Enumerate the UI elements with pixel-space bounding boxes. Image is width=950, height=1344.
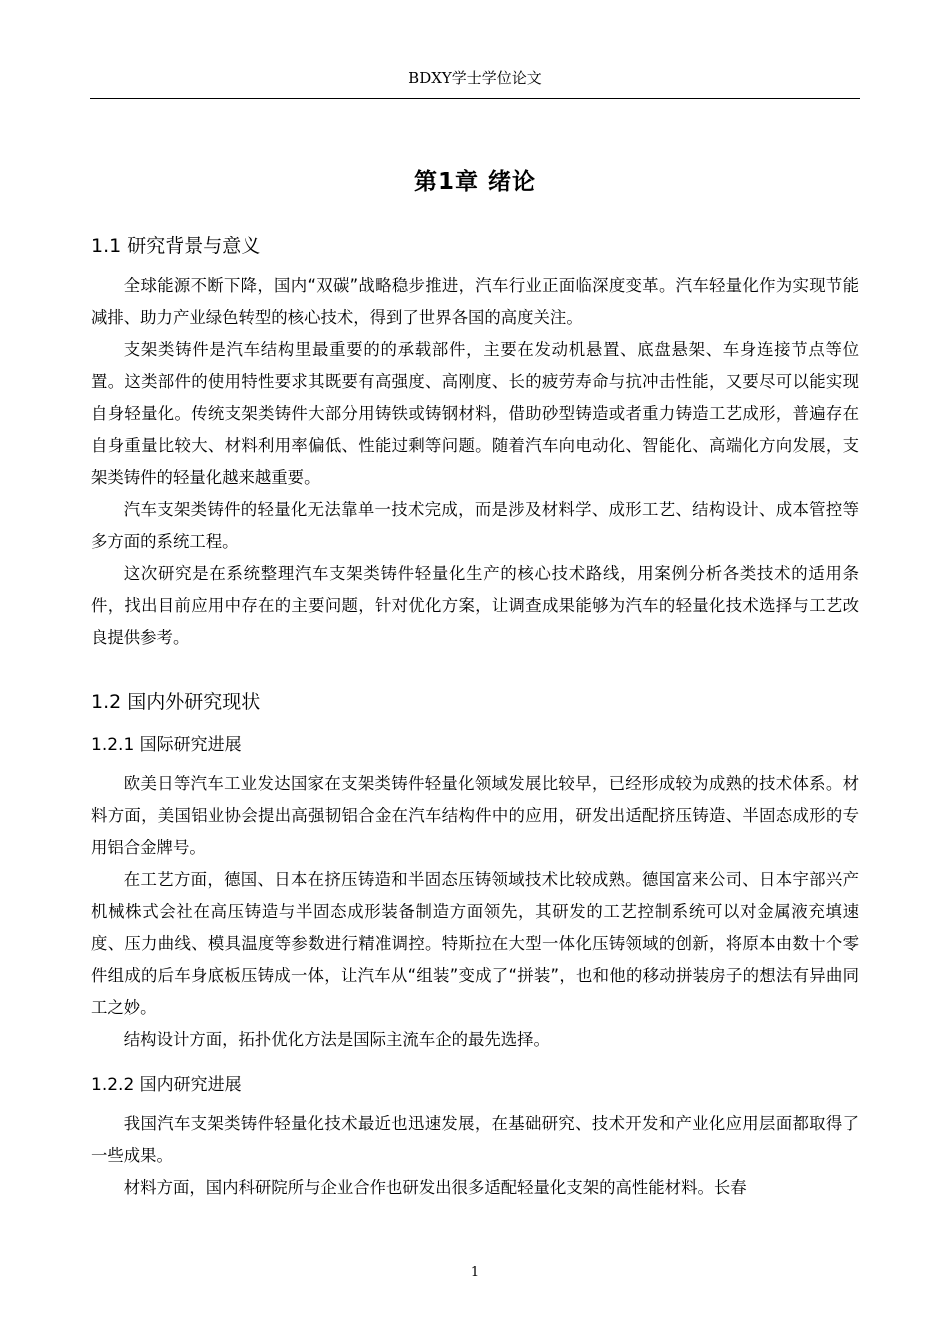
- subsection-heading-1-2-2: 1.2.2 国内研究进展: [91, 1075, 242, 1095]
- paragraph: 支架类铸件是汽车结构里最重要的的承载部件，主要在发动机悬置、底盘悬架、车身连接节点等位置。这类部件的使用特性要求其既要有高强度、高刚度、长的疲劳寿命与抗冲击性能，又要尽可以能实现自身轻量化。传统支架类铸件大部分用铸铁或铸钢材料，借助砂型铸造或者重力铸造工艺成形，普遍存在自身重量比较大、材料利用率偏低、性能过剩等问题。随着汽车向电动化、智能化、高端化方向发展，支架类铸件的轻量化越来越重要。: [91, 340, 859, 487]
- page-number: 1: [470, 1265, 480, 1280]
- paragraph: 材料方面，国内科研院所与企业合作也研发出很多适配轻量化支架的高性能材料。长春: [123, 1178, 747, 1197]
- running-header: BDXY学士学位论文: [408, 69, 542, 87]
- paragraph: 我国汽车支架类铸件轻量化技术最近也迅速发展，在基础研究、技术开发和产业化应用层面都取得了一些成果。: [91, 1114, 859, 1165]
- paragraph: 全球能源不断下降，国内“双碳”战略稳步推进，汽车行业正面临深度变革。汽车轻量化作为实现节能减排、助力产业绿色转型的核心技术，得到了世界各国的高度关注。: [91, 276, 859, 327]
- paragraph: 汽车支架类铸件的轻量化无法靠单一技术完成，而是涉及材料学、成形工艺、结构设计、成本管控等多方面的系统工程。: [91, 500, 859, 551]
- chapter-title: 第1章 绪论: [413, 169, 536, 195]
- paragraph: 欧美日等汽车工业发达国家在支架类铸件轻量化领域发展比较早，已经形成较为成熟的技术体系。材料方面，美国铝业协会提出高强韧铝合金在汽车结构件中的应用，研发出适配挤压铸造、半固态成形的专用铝合金牌号。: [91, 774, 859, 857]
- page-content: [91, 166, 859, 1204]
- paragraph: 这次研究是在系统整理汽车支架类铸件轻量化生产的核心技术路线，用案例分析各类技术的适用条件，找出目前应用中存在的主要问题，针对优化方案，让调查成果能够为汽车的轻量化技术选择与工艺改良提供参考。: [91, 564, 859, 647]
- section-heading-1-1: 1.1 研究背景与意义: [91, 235, 261, 257]
- section-heading-1-2: 1.2 国内外研究现状: [91, 691, 261, 713]
- subsection-heading-1-2-1: 1.2.1 国际研究进展: [91, 735, 242, 755]
- paragraph: 结构设计方面，拓扑优化方法是国际主流车企的最先选择。: [123, 1030, 550, 1049]
- paragraph: 在工艺方面，德国、日本在挤压铸造和半固态压铸领域技术比较成熟。德国富来公司、日本宇部兴产机械株式会社在高压铸造与半固态成形装备制造方面领先，其研发的工艺控制系统可以对金属液充填速度、压力曲线、模具温度等参数进行精准调控。特斯拉在大型一体化压铸领域的创新，将原本由数十个零件组成的后车身底板压铸成一体，让汽车从“组装”变成了“拼装”，也和他的移动拼装房子的想法有异曲同工之妙。: [91, 870, 859, 1017]
- header-rule: [90, 98, 860, 99]
